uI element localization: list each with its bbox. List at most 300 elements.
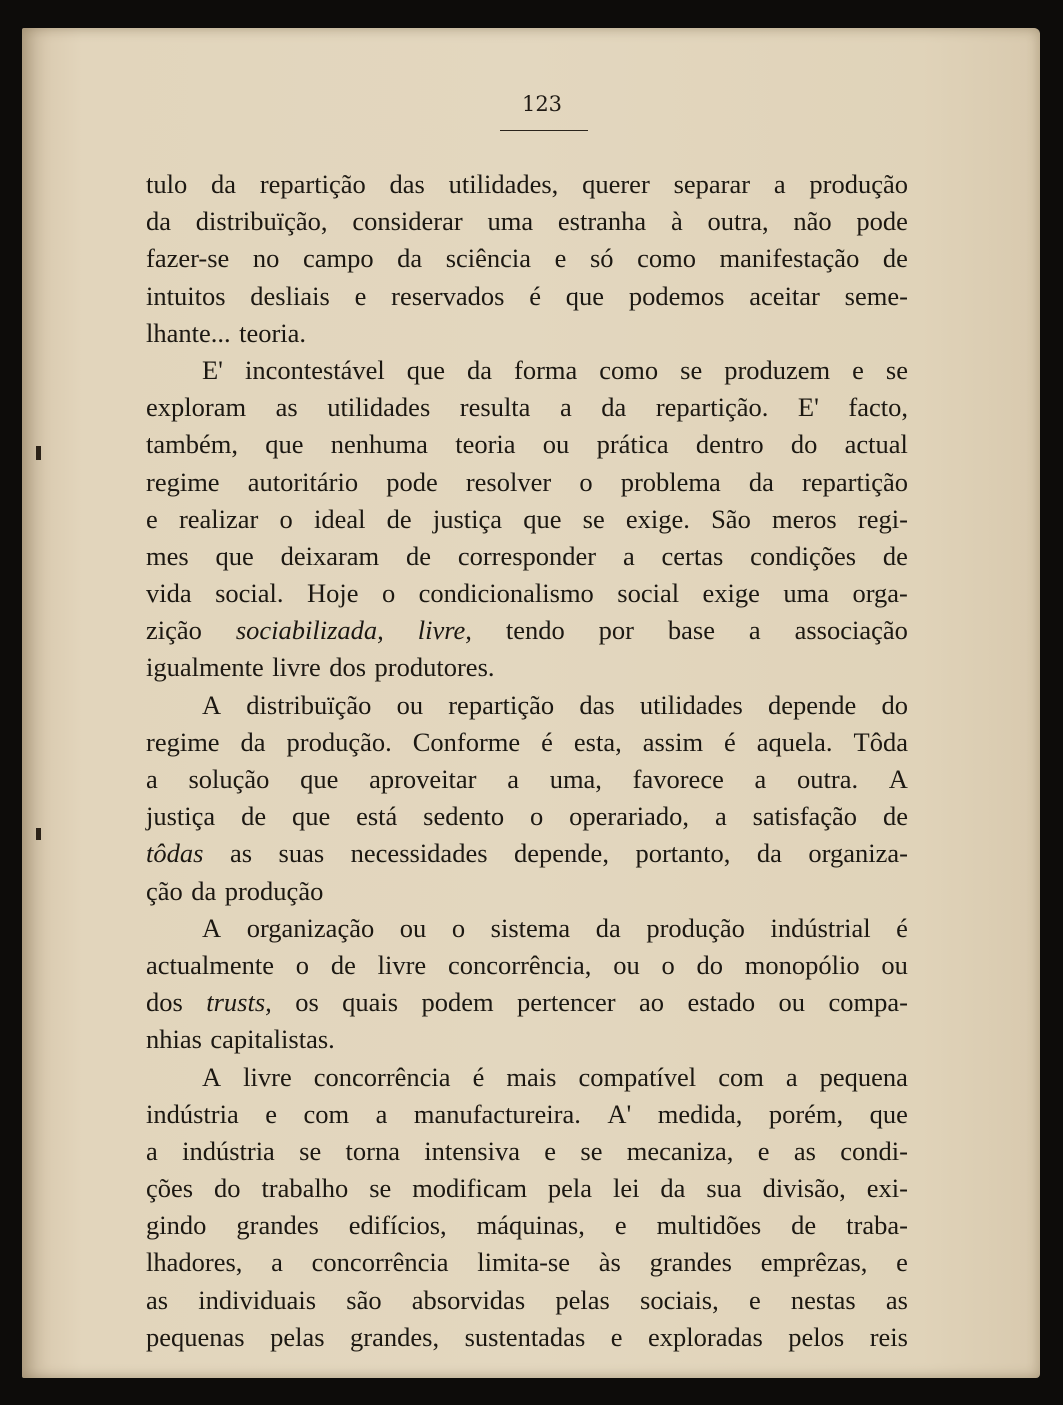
word: a xyxy=(754,764,767,794)
word: de xyxy=(386,503,412,534)
word: produção. xyxy=(286,726,392,757)
word: indústria xyxy=(182,1135,275,1166)
word: sustentadas xyxy=(464,1321,586,1352)
word: Conforme xyxy=(412,726,521,757)
word: social. xyxy=(215,578,284,609)
word: intensiva xyxy=(424,1135,520,1166)
word: as xyxy=(146,1284,169,1315)
word: o xyxy=(279,503,293,534)
word: às xyxy=(598,1247,621,1278)
word: é xyxy=(529,280,541,311)
word: e xyxy=(748,1284,761,1315)
word: base xyxy=(667,615,715,646)
word: gindo xyxy=(146,1210,207,1241)
word: fazer-se xyxy=(146,243,230,274)
word: aceitar xyxy=(749,280,820,311)
word: produção xyxy=(224,875,324,906)
word: o xyxy=(661,949,675,980)
text-line xyxy=(146,1207,908,1244)
word: distribuïção xyxy=(246,689,372,720)
word: por xyxy=(598,615,634,646)
word: reservados xyxy=(391,280,505,311)
word: limita-se xyxy=(477,1247,570,1278)
text-line xyxy=(146,1170,908,1207)
binding-mark xyxy=(36,446,41,460)
text-line xyxy=(146,1319,908,1356)
text-line xyxy=(146,426,908,463)
word: A' xyxy=(607,1098,632,1129)
word: organiza- xyxy=(808,838,908,869)
word: tôdas xyxy=(146,838,204,869)
word: a xyxy=(714,801,727,832)
word: que xyxy=(300,764,339,794)
word: concorrência xyxy=(311,1247,449,1278)
word: ao xyxy=(639,987,665,1018)
word: dentro xyxy=(695,429,764,460)
word: pertencer xyxy=(517,987,616,1018)
word: querer xyxy=(582,169,650,199)
word: incontestável xyxy=(244,354,385,385)
word: da xyxy=(467,354,493,385)
word: dos xyxy=(146,987,183,1018)
word: e xyxy=(544,1135,557,1166)
word: satisfação xyxy=(752,801,858,832)
word: do xyxy=(790,429,818,460)
word: sistema xyxy=(490,912,571,943)
word: nhias xyxy=(146,1024,202,1055)
word: sociais, xyxy=(640,1284,719,1315)
word: produção xyxy=(646,912,745,943)
word: Hoje xyxy=(306,578,359,609)
text-line xyxy=(146,240,908,277)
word: medida, xyxy=(657,1098,743,1129)
word: da xyxy=(660,1173,686,1204)
word: e xyxy=(354,280,367,311)
text-line xyxy=(146,1021,908,1058)
word: facto, xyxy=(848,392,908,423)
text-line xyxy=(146,687,908,724)
word: da xyxy=(397,243,423,274)
word: condicionalismo xyxy=(418,578,594,609)
word: E' xyxy=(202,354,223,385)
word: pela xyxy=(547,1173,593,1204)
word: capitalistas. xyxy=(210,1024,335,1055)
text-line xyxy=(146,1244,908,1281)
word: mecaniza, xyxy=(626,1135,734,1166)
word: portanto, xyxy=(635,838,731,869)
word: intuitos xyxy=(146,280,226,311)
word: aproveitar xyxy=(369,764,477,794)
text-line xyxy=(146,352,908,389)
text-line xyxy=(146,1096,908,1133)
word: ou xyxy=(613,949,640,980)
word: operariado, xyxy=(569,801,690,832)
word: lhante... xyxy=(146,317,231,348)
word: associação xyxy=(794,615,908,646)
word: prática xyxy=(596,429,669,460)
word: reis xyxy=(869,1321,908,1352)
word: A xyxy=(202,689,222,720)
word: e xyxy=(896,1247,908,1278)
word: com xyxy=(718,1061,764,1092)
word: São xyxy=(711,503,751,534)
word: condi- xyxy=(840,1135,908,1166)
word: compa- xyxy=(828,987,908,1018)
word: ou xyxy=(396,689,424,720)
word: grandes xyxy=(236,1210,319,1241)
word: tendo xyxy=(505,615,565,646)
word: de xyxy=(791,1210,817,1241)
word: de xyxy=(405,540,431,571)
word: só xyxy=(589,243,614,274)
word: se xyxy=(580,1135,603,1166)
word: da xyxy=(595,912,621,943)
word: máquinas, xyxy=(476,1210,585,1241)
word: nestas xyxy=(790,1284,856,1315)
word: desliais xyxy=(250,280,330,311)
word: a xyxy=(271,1247,283,1278)
word: no xyxy=(252,243,280,274)
word: justiça xyxy=(146,801,216,832)
word: e xyxy=(852,354,864,385)
word: depende xyxy=(768,689,857,720)
page-number-rule xyxy=(500,130,588,131)
word: se xyxy=(369,1173,392,1204)
word: E' xyxy=(797,392,819,423)
word: distribuïção, xyxy=(195,206,328,237)
word: quais xyxy=(342,987,399,1018)
word: exige. xyxy=(625,503,690,534)
word: concorrência xyxy=(313,1061,451,1092)
word: nenhuma xyxy=(330,429,428,460)
word: da xyxy=(748,466,774,497)
word: vida xyxy=(146,578,192,609)
word: livre xyxy=(243,1061,292,1092)
word: divisão, xyxy=(762,1173,846,1204)
word: se xyxy=(582,503,605,534)
word: o xyxy=(451,912,466,943)
word: sociabilizada, xyxy=(235,615,384,646)
word: lei xyxy=(612,1173,640,1204)
word: se xyxy=(885,354,908,385)
word: utilidades xyxy=(639,689,743,720)
word: como xyxy=(637,243,696,274)
word: e xyxy=(265,1098,277,1129)
text-line xyxy=(146,203,908,240)
word: se xyxy=(299,1135,322,1166)
word: da xyxy=(146,206,172,237)
text-line xyxy=(146,649,908,686)
word: aquela. xyxy=(756,726,833,757)
word: uma xyxy=(487,206,534,237)
word: de xyxy=(882,540,908,571)
word: traba- xyxy=(846,1210,908,1241)
word: favorece xyxy=(632,764,724,794)
word: a xyxy=(146,764,158,794)
word: emprêzas, xyxy=(760,1247,868,1278)
word: seme- xyxy=(844,280,908,311)
word: indústria xyxy=(146,1098,239,1129)
word: que xyxy=(565,280,605,311)
word: é xyxy=(896,912,908,943)
word: condições xyxy=(750,540,857,571)
word: a xyxy=(785,1061,798,1092)
word: e xyxy=(146,503,158,534)
text-line xyxy=(146,984,908,1021)
word: estado xyxy=(687,987,756,1018)
word: forma xyxy=(514,354,578,385)
word: as xyxy=(793,1135,816,1166)
word: livre xyxy=(272,652,321,683)
word: solução xyxy=(188,764,270,794)
word: pelas xyxy=(270,1321,325,1352)
text-line xyxy=(146,612,908,649)
word: está xyxy=(356,801,398,832)
word: ou xyxy=(399,912,427,943)
word: modificam xyxy=(412,1173,527,1204)
word: pequena xyxy=(819,1061,908,1092)
word: as xyxy=(275,392,298,423)
text-line xyxy=(146,278,908,315)
word: e xyxy=(614,1210,627,1241)
text-line xyxy=(146,166,908,203)
word: utilidades xyxy=(327,392,431,423)
text-line xyxy=(146,389,908,426)
word: pelos xyxy=(788,1321,845,1352)
word: a xyxy=(773,169,786,199)
word: é xyxy=(472,1061,485,1092)
word: autoritário xyxy=(247,466,359,497)
word: A xyxy=(202,912,222,943)
word: se xyxy=(680,354,703,385)
word: teoria. xyxy=(239,317,307,348)
word: suas xyxy=(278,838,325,869)
word: podemos xyxy=(628,280,725,311)
word: os xyxy=(295,987,319,1018)
word: a xyxy=(622,540,635,571)
word: indústrial xyxy=(770,912,871,943)
word: também, xyxy=(146,429,238,460)
word: actual xyxy=(844,429,908,460)
word: a xyxy=(559,392,572,423)
word: sua xyxy=(706,1173,742,1204)
word: multidões xyxy=(656,1210,762,1241)
word: sciência xyxy=(445,243,532,274)
word: de xyxy=(330,949,356,980)
word: certas xyxy=(661,540,724,571)
word: pode xyxy=(386,466,438,497)
word: separar xyxy=(673,169,751,199)
word: do xyxy=(881,689,908,720)
word: manufactureira. xyxy=(413,1098,581,1129)
word: exploradas xyxy=(648,1321,763,1352)
word: da xyxy=(240,726,266,757)
word: que xyxy=(265,429,304,460)
word: porém, xyxy=(768,1098,844,1129)
text-line xyxy=(146,1282,908,1319)
word: depende, xyxy=(514,838,609,869)
word: A xyxy=(888,764,908,794)
word: ou xyxy=(881,949,908,980)
word: zição xyxy=(146,615,202,646)
word: a xyxy=(146,1135,158,1166)
word: uma xyxy=(783,578,829,609)
word: são xyxy=(346,1284,382,1315)
word: de xyxy=(882,243,908,274)
word: produzem xyxy=(724,354,831,385)
word: compatível xyxy=(578,1061,697,1092)
text-line xyxy=(146,1059,908,1096)
word: tulo xyxy=(146,169,188,199)
word: organização xyxy=(246,912,375,943)
word: que xyxy=(406,354,446,385)
text-line xyxy=(146,1133,908,1170)
word: repartição xyxy=(448,689,555,720)
word: resolver xyxy=(465,466,552,497)
word: concorrência, xyxy=(447,949,592,980)
word: o xyxy=(295,949,310,980)
text-line xyxy=(146,315,908,352)
word: igualmente xyxy=(146,652,264,683)
word: considerar xyxy=(352,206,463,237)
word: o xyxy=(579,466,593,497)
word: orga- xyxy=(852,578,908,609)
word: a xyxy=(748,615,761,646)
word: utilidades, xyxy=(448,169,559,199)
text-line xyxy=(146,835,908,872)
word: Tôda xyxy=(853,726,908,757)
word: ou xyxy=(778,987,806,1018)
word: necessidades xyxy=(350,838,488,869)
word: A xyxy=(202,1061,222,1092)
word: a xyxy=(375,1098,388,1129)
word: mes xyxy=(146,540,189,571)
word: pelas xyxy=(555,1284,610,1315)
word: das xyxy=(389,169,425,199)
text-line xyxy=(146,910,908,947)
word: exi- xyxy=(866,1173,908,1204)
text-line xyxy=(146,501,908,538)
word: as xyxy=(229,838,253,869)
word: uma, xyxy=(549,764,602,794)
word: da xyxy=(191,875,217,906)
text-line xyxy=(146,873,908,910)
word: trusts, xyxy=(206,987,272,1018)
text-line xyxy=(146,761,908,798)
word: corresponder xyxy=(457,540,597,571)
text-line xyxy=(146,798,908,835)
word: trabalho xyxy=(261,1173,349,1204)
word: actualmente xyxy=(146,949,275,980)
word: produção xyxy=(809,169,908,199)
binding-mark xyxy=(36,828,41,840)
word: a xyxy=(507,764,519,794)
word: do xyxy=(696,949,724,980)
word: grandes xyxy=(649,1247,732,1278)
text-line xyxy=(146,947,908,984)
word: torna xyxy=(345,1135,400,1166)
word: pode xyxy=(856,206,908,237)
word: deixaram xyxy=(280,540,380,571)
word: como xyxy=(599,354,659,385)
word: e xyxy=(554,243,567,274)
word: esta, xyxy=(573,726,622,757)
word: é xyxy=(724,726,736,757)
word: absorvidas xyxy=(411,1284,526,1315)
word: repartição. xyxy=(655,392,769,423)
word: livre xyxy=(377,949,427,980)
word: de xyxy=(882,801,908,832)
word: repartição xyxy=(802,466,908,497)
word: exploram xyxy=(146,392,247,423)
word: e xyxy=(610,1321,623,1352)
word: livre, xyxy=(417,615,472,646)
word: o xyxy=(381,578,396,609)
word: de xyxy=(241,801,267,832)
word: edifícios, xyxy=(348,1210,447,1241)
word: resulta xyxy=(459,392,531,423)
word: outra, xyxy=(707,206,769,237)
word: individuais xyxy=(198,1284,317,1315)
word: ou xyxy=(542,429,570,460)
text-line xyxy=(146,538,908,575)
word: que xyxy=(869,1098,908,1129)
word: mais xyxy=(506,1061,557,1092)
text-line xyxy=(146,724,908,761)
word: que xyxy=(523,503,562,534)
word: que xyxy=(291,801,331,832)
word: realizar xyxy=(178,503,259,534)
word: regime xyxy=(146,726,220,757)
word: das xyxy=(579,689,615,720)
body-text xyxy=(146,166,908,1356)
word: repartição xyxy=(259,169,366,199)
word: sedento xyxy=(423,801,505,832)
word: exige xyxy=(702,578,760,609)
word: problema xyxy=(620,466,721,497)
word: teoria xyxy=(455,429,516,460)
word: assim xyxy=(642,726,704,757)
word: da xyxy=(211,169,237,199)
word: grandes, xyxy=(350,1321,440,1352)
text-line xyxy=(146,464,908,501)
word: regime xyxy=(146,466,220,497)
word: à xyxy=(670,206,683,237)
word: podem xyxy=(421,987,494,1018)
word: manifestação xyxy=(719,243,860,274)
book-page xyxy=(22,28,1040,1378)
word: do xyxy=(214,1173,241,1204)
word: monopólio xyxy=(744,949,860,980)
word: lhadores, xyxy=(146,1247,243,1278)
text-line xyxy=(146,575,908,612)
word: pequenas xyxy=(146,1321,245,1352)
page-number: 123 xyxy=(521,92,563,116)
word: não xyxy=(793,206,832,237)
word: estranha xyxy=(557,206,647,237)
word: da xyxy=(756,838,782,869)
word: ções xyxy=(146,1173,194,1204)
word: ção xyxy=(146,875,183,906)
word: social xyxy=(617,578,680,609)
word: que xyxy=(215,540,254,571)
word: e xyxy=(757,1135,770,1166)
word: dos xyxy=(329,652,367,683)
word: outra. xyxy=(797,764,859,794)
word: as xyxy=(885,1284,908,1315)
word: o xyxy=(530,801,544,832)
word: meros xyxy=(771,503,837,534)
